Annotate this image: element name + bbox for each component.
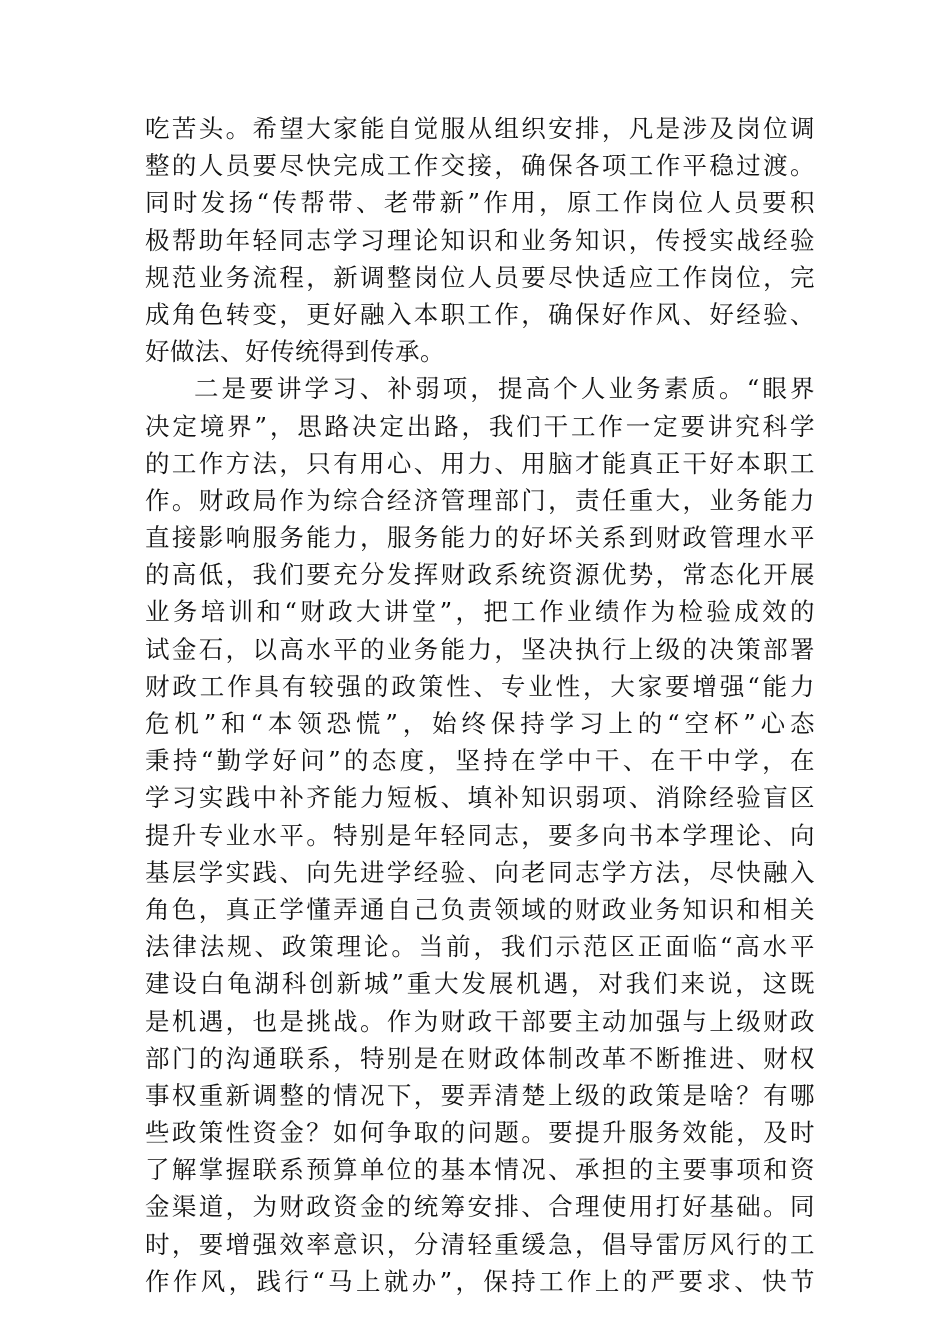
text-line: 的高低，我们要充分发挥财政系统资源优势，常态化开展 [145, 560, 815, 590]
paragraph-start-line: 二是要讲学习、补弱项，提高个人业务素质。“眼界 [194, 374, 815, 404]
text-line: 吃苦头。希望大家能自觉服从组织安排，凡是涉及岗位调 [145, 114, 815, 143]
text-line: 危机”和“本领恐慌”，始终保持学习上的“空杯”心态 [145, 709, 815, 738]
text-line: 法律法规、政策理论。当前，我们示范区正面临“高水平 [145, 932, 815, 962]
text-line: 的工作方法，只有用心、用力、用脑才能真正干好本职工 [145, 448, 815, 478]
body-text [145, 110, 815, 1300]
text-line: 事权重新调整的情况下，要弄清楚上级的政策是啥？有哪 [145, 1080, 815, 1110]
text-line: 整的人员要尽快完成工作交接，确保各项工作平稳过渡。 [145, 151, 815, 181]
text-line: 极帮助年轻同志学习理论知识和业务知识，传授实战经验 [145, 225, 815, 255]
text-line: 学习实践中补齐能力短板、填补知识弱项、消除经验盲区 [145, 783, 815, 813]
text-line: 基层学实践、向先进学经验、向老同志学方法，尽快融入 [145, 857, 815, 887]
text-line: 秉持“勤学好问”的态度，坚持在学中干、在干中学，在 [145, 746, 815, 776]
text-line: 了解掌握联系预算单位的基本情况、承担的主要事项和资 [145, 1155, 815, 1185]
text-line: 金渠道，为财政资金的统筹安排、合理使用打好基础。同 [145, 1192, 815, 1222]
text-line: 提升专业水平。特别是年轻同志，要多向书本学理论、向 [145, 820, 815, 850]
text-line: 作作风，践行“马上就办”，保持工作上的严要求、快节 [145, 1266, 815, 1296]
text-line: 规范业务流程，新调整岗位人员要尽快适应工作岗位，完 [145, 262, 815, 292]
text-line: 同时发扬“传帮带、老带新”作用，原工作岗位人员要积 [145, 188, 815, 218]
text-line: 决定境界”，思路决定出路，我们干工作一定要讲究科学 [145, 411, 815, 441]
text-line: 业务培训和“财政大讲堂”，把工作业绩作为检验成效的 [145, 597, 815, 627]
text-line: 直接影响服务能力，服务能力的好坏关系到财政管理水平 [145, 523, 815, 553]
text-line: 好做法、好传统得到传承。 [145, 337, 445, 367]
text-line: 财政工作具有较强的政策性、专业性，大家要增强“能力 [145, 671, 815, 701]
text-line: 些政策性资金？如何争取的问题。要提升服务效能，及时 [145, 1118, 815, 1148]
text-line: 成角色转变，更好融入本职工作，确保好作风、好经验、 [145, 299, 815, 329]
text-line: 建设白龟湖科创新城”重大发展机遇，对我们来说，这既 [145, 969, 815, 999]
text-line: 作。财政局作为综合经济管理部门，责任重大，业务能力 [145, 485, 815, 515]
text-line: 角色，真正学懂弄通自己负责领域的财政业务知识和相关 [145, 894, 815, 924]
text-line: 部门的沟通联系，特别是在财政体制改革不断推进、财权 [145, 1043, 815, 1073]
text-line: 试金石，以高水平的业务能力，坚决执行上级的决策部署 [145, 634, 815, 664]
text-line: 时，要增强效率意识，分清轻重缓急，倡导雷厉风行的工 [145, 1229, 815, 1259]
text-line: 是机遇，也是挑战。作为财政干部要主动加强与上级财政 [145, 1006, 815, 1036]
